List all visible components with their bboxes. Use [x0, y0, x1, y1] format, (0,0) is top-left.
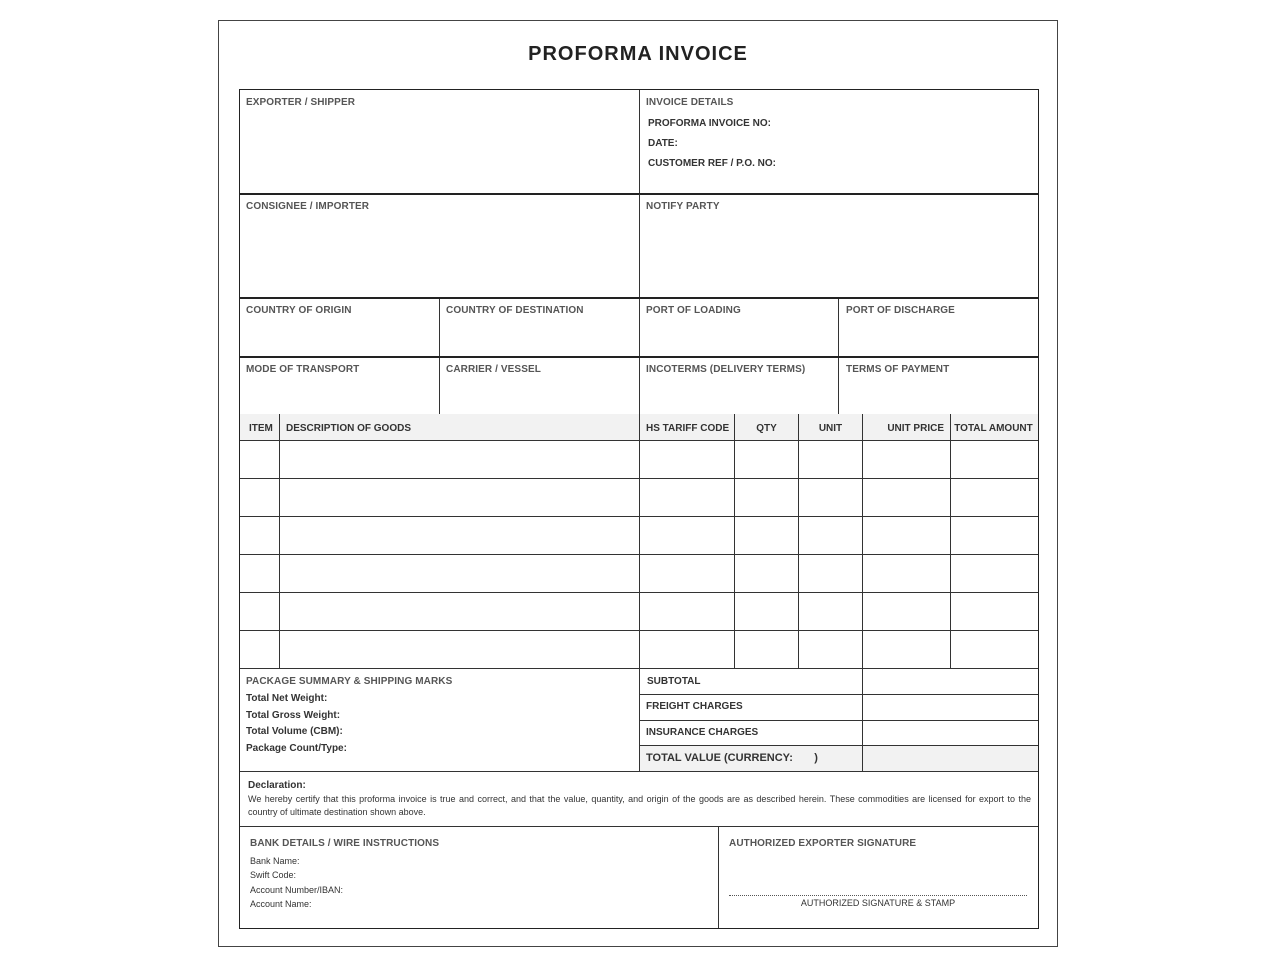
- account-name-label: Account Name:: [250, 899, 312, 909]
- net-weight-label: Total Net Weight:: [246, 693, 328, 704]
- insurance-charges-label: INSURANCE CHARGES: [646, 727, 759, 738]
- table-cell-hs-code[interactable]: [640, 479, 735, 517]
- table-cell-qty[interactable]: [735, 517, 799, 555]
- column-header-total-amount: TOTAL AMOUNT: [954, 423, 1033, 434]
- country-destination-label: COUNTRY OF DESTINATION: [446, 305, 584, 316]
- freight-charges-label: FREIGHT CHARGES: [646, 701, 743, 712]
- table-cell-hs-code[interactable]: [640, 441, 735, 479]
- account-name-field[interactable]: [316, 897, 712, 910]
- column-header-unit: UNIT: [818, 423, 843, 434]
- table-cell-unit[interactable]: [799, 631, 863, 669]
- table-cell-unit-price[interactable]: [863, 441, 951, 479]
- divider: [240, 771, 1038, 772]
- column-header-hs-code: HS TARIFF CODE: [646, 423, 730, 434]
- table-cell-hs-code[interactable]: [640, 517, 735, 555]
- country-origin-field[interactable]: [240, 318, 439, 354]
- table-cell-total-amount[interactable]: [951, 517, 1038, 555]
- table-cell-item[interactable]: [240, 555, 280, 593]
- column-header-qty: QTY: [756, 423, 777, 434]
- terms-payment-label: TERMS OF PAYMENT: [846, 364, 950, 375]
- column-header-description: DESCRIPTION OF GOODS: [286, 423, 412, 434]
- column-header-unit-price: UNIT PRICE: [887, 423, 944, 434]
- table-cell-description[interactable]: [280, 631, 640, 669]
- customer-ref-field[interactable]: [782, 156, 1030, 172]
- table-cell-total-amount[interactable]: [951, 631, 1038, 669]
- carrier-vessel-label: CARRIER / VESSEL: [446, 364, 541, 375]
- bank-name-label: Bank Name:: [250, 856, 300, 866]
- customer-ref-label: CUSTOMER REF / P.O. NO:: [648, 158, 776, 169]
- incoterms-field[interactable]: [640, 377, 838, 413]
- subtotal-label: SUBTOTAL: [647, 676, 701, 687]
- swift-code-field[interactable]: [300, 868, 712, 881]
- package-summary-title: PACKAGE SUMMARY & SHIPPING MARKS: [246, 676, 453, 687]
- column-header-item: ITEM: [249, 423, 273, 434]
- table-cell-description[interactable]: [280, 441, 640, 479]
- divider: [240, 356, 1038, 358]
- goods-table-header: [240, 414, 1038, 441]
- gross-weight-field[interactable]: [332, 708, 634, 723]
- signature-title: AUTHORIZED EXPORTER SIGNATURE: [729, 838, 917, 849]
- table-cell-unit-price[interactable]: [863, 555, 951, 593]
- exporter-field[interactable]: [240, 108, 639, 192]
- divider: [639, 90, 640, 194]
- table-cell-hs-code[interactable]: [640, 555, 735, 593]
- table-cell-total-amount[interactable]: [951, 593, 1038, 631]
- table-cell-qty[interactable]: [735, 555, 799, 593]
- package-count-label: Package Count/Type:: [246, 743, 347, 754]
- consignee-field[interactable]: [240, 212, 639, 295]
- divider: [279, 414, 280, 440]
- proforma-no-label: PROFORMA INVOICE NO:: [648, 118, 771, 129]
- insurance-charges-field[interactable]: [863, 721, 1038, 745]
- exporter-label: EXPORTER / SHIPPER: [246, 97, 356, 108]
- country-destination-field[interactable]: [440, 318, 639, 354]
- proforma-no-field[interactable]: [775, 116, 1030, 132]
- table-cell-qty[interactable]: [735, 593, 799, 631]
- gross-weight-label: Total Gross Weight:: [246, 710, 341, 721]
- package-count-field[interactable]: [339, 741, 634, 756]
- table-cell-description[interactable]: [280, 593, 640, 631]
- signature-field[interactable]: [729, 852, 1027, 894]
- volume-label: Total Volume (CBM):: [246, 726, 343, 737]
- table-cell-total-amount[interactable]: [951, 479, 1038, 517]
- country-origin-label: COUNTRY OF ORIGIN: [246, 305, 352, 316]
- terms-payment-field[interactable]: [839, 377, 1038, 413]
- table-cell-item[interactable]: [240, 593, 280, 631]
- page-title: PROFORMA INVOICE: [528, 43, 748, 65]
- date-field[interactable]: [685, 136, 1030, 152]
- incoterms-label: INCOTERMS (DELIVERY TERMS): [646, 364, 806, 375]
- port-discharge-label: PORT OF DISCHARGE: [846, 305, 955, 316]
- table-cell-unit[interactable]: [799, 441, 863, 479]
- freight-charges-field[interactable]: [863, 695, 1038, 720]
- table-cell-item[interactable]: [240, 631, 280, 669]
- divider: [639, 414, 640, 440]
- table-cell-unit[interactable]: [799, 517, 863, 555]
- swift-code-label: Swift Code:: [250, 870, 297, 880]
- notify-party-label: NOTIFY PARTY: [646, 201, 720, 212]
- table-cell-unit-price[interactable]: [863, 593, 951, 631]
- account-number-label: Account Number/IBAN:: [250, 885, 344, 895]
- account-number-field[interactable]: [346, 883, 712, 896]
- divider: [240, 826, 1038, 827]
- invoice-form: [239, 89, 1039, 929]
- date-label: DATE:: [648, 138, 678, 149]
- table-cell-item[interactable]: [240, 441, 280, 479]
- signature-line: [729, 895, 1027, 896]
- table-cell-total-amount[interactable]: [951, 441, 1038, 479]
- mode-transport-label: MODE OF TRANSPORT: [246, 364, 360, 375]
- table-cell-description[interactable]: [280, 479, 640, 517]
- port-loading-label: PORT OF LOADING: [646, 305, 741, 316]
- carrier-vessel-field[interactable]: [440, 377, 639, 413]
- invoice-page: [218, 20, 1058, 947]
- divider: [718, 827, 719, 928]
- table-cell-item[interactable]: [240, 517, 280, 555]
- bank-details-title: BANK DETAILS / WIRE INSTRUCTIONS: [250, 838, 440, 849]
- table-cell-item[interactable]: [240, 479, 280, 517]
- table-cell-unit[interactable]: [799, 555, 863, 593]
- table-cell-qty[interactable]: [735, 441, 799, 479]
- table-cell-total-amount[interactable]: [951, 555, 1038, 593]
- invoice-details-label: INVOICE DETAILS: [646, 97, 734, 108]
- notify-party-field[interactable]: [640, 212, 1038, 295]
- declaration-title: Declaration:: [248, 780, 306, 791]
- bank-name-field[interactable]: [302, 854, 712, 867]
- table-cell-unit-price[interactable]: [863, 517, 951, 555]
- volume-field[interactable]: [336, 724, 634, 739]
- table-cell-qty[interactable]: [735, 479, 799, 517]
- table-cell-unit[interactable]: [799, 479, 863, 517]
- consignee-label: CONSIGNEE / IMPORTER: [246, 201, 370, 212]
- port-discharge-field[interactable]: [839, 318, 1038, 354]
- table-cell-description[interactable]: [280, 517, 640, 555]
- declaration-text: We hereby certify that this proforma invoice is true and correct, and that the value, quantity, and origin of the goods are as described herein. These commodities are licensed for export to the country of ultimate destination shown above.: [248, 794, 1031, 817]
- table-cell-hs-code[interactable]: [640, 593, 735, 631]
- total-value-label: TOTAL VALUE (CURRENCY: ): [646, 752, 818, 764]
- table-cell-description[interactable]: [280, 555, 640, 593]
- table-cell-unit-price[interactable]: [863, 479, 951, 517]
- table-cell-unit[interactable]: [799, 593, 863, 631]
- port-loading-field[interactable]: [640, 318, 838, 354]
- table-cell-qty[interactable]: [735, 631, 799, 669]
- table-cell-unit-price[interactable]: [863, 631, 951, 669]
- table-cell-hs-code[interactable]: [640, 631, 735, 669]
- total-value-field[interactable]: [863, 746, 1038, 771]
- signature-caption: AUTHORIZED SIGNATURE & STAMP: [800, 898, 956, 908]
- net-weight-field[interactable]: [322, 691, 634, 706]
- subtotal-field[interactable]: [863, 670, 1038, 694]
- mode-transport-field[interactable]: [240, 377, 439, 413]
